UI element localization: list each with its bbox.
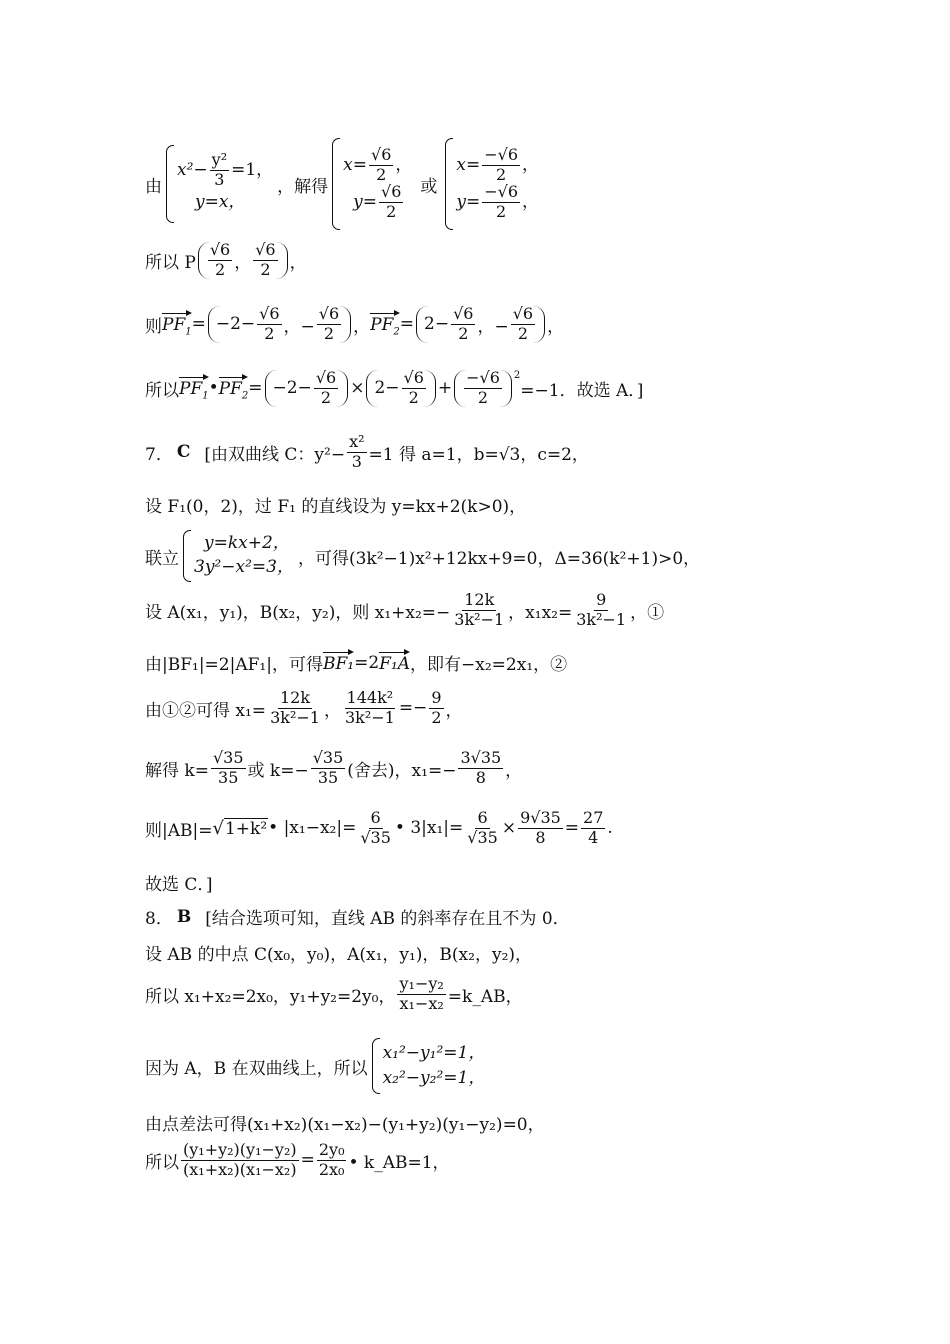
fraction: $\frac{\text{y₁−y₂}}{\text{x₁−x₂}}$ (399, 974, 444, 1013)
fraction: $\frac{√6}{2}$ (453, 304, 474, 343)
fraction: $\frac{√35}{35}$ (312, 748, 344, 787)
text: ，x₁x₂= (508, 602, 573, 623)
solution-system-1 (332, 138, 412, 230)
fraction: $\frac{9}{\text{3k²−1}}$ (576, 590, 627, 629)
fraction: $\frac{√6}{2}$ (371, 145, 392, 185)
text: 所以 P (145, 252, 196, 273)
text: 2 (513, 370, 521, 381)
text: 解得 k= (145, 760, 209, 781)
text: = (248, 378, 263, 399)
text: ， (547, 316, 565, 337)
text: 因为 A，B 在双曲线上，所以 (145, 1058, 368, 1079)
answer-letter: B (176, 906, 192, 927)
text: ，解得 (277, 176, 329, 197)
text: =1 得 a=1，b=√3，c=2， (368, 444, 589, 465)
text: 设 F₁(0，2)，过 F₁ 的直线设为 y=kx+2(k>0)， (145, 497, 527, 517)
text: ， (289, 252, 307, 273)
equation-system (166, 145, 273, 223)
text: 则|AB|= (145, 820, 213, 841)
text: ， (353, 316, 371, 337)
brace (166, 145, 174, 223)
vector-pf1: $PF_1$ (162, 312, 192, 337)
vector-pf2: $PF_2$ (219, 376, 249, 401)
text: [结合选项可知，直线 AB 的斜率存在且不为 0． (205, 909, 570, 929)
equation-system: x₁²−y₁²=1， x₂²−y₂²=1， (372, 1038, 486, 1094)
paren-group: 2− $\frac{√6}{2}$ ，− $\frac{√6}{2}$ (416, 306, 545, 343)
eq-part: =1， (231, 159, 274, 180)
vector-bf1: BF₁ (323, 651, 354, 674)
text: =2 (354, 652, 380, 673)
paren-group: −2− $\frac{√6}{2}$ (265, 370, 349, 407)
vector-pf2: $PF_2$ (370, 312, 400, 337)
fraction: $\frac{\text{x²}}{3}$ (349, 432, 365, 471)
text: • (208, 378, 219, 399)
text: 联立 (145, 548, 179, 569)
text: 设 A(x₁，y₁)，B(x₂，y₂)，则 x₁+x₂=− (145, 602, 451, 623)
line-q7-vieta (145, 592, 664, 629)
text: ，① (630, 602, 665, 623)
fraction: $\frac{12k}{\text{3k²−1}}$ (270, 688, 320, 727)
fraction: $\frac{√6}{2}$ (512, 304, 534, 343)
text: 由点差法可得(x₁+x₂)(x₁−x₂)−(y₁+y₂)(y₁−y₂)=0， (145, 1115, 545, 1135)
line-q7-system (145, 530, 700, 582)
brace (183, 530, 191, 582)
fraction: $\frac{\text{2y₀}}{\text{2x₀}}$ (318, 1140, 345, 1179)
text: 故选 C．] (145, 875, 213, 895)
fraction: $\frac{√6}{2}$ (381, 182, 402, 221)
paren-group (198, 242, 288, 279)
fraction: $\frac{√6}{2}$ (315, 368, 337, 407)
fraction: $\frac{6}{√35}$ (360, 808, 391, 847)
text: × (501, 818, 517, 839)
fraction: $\frac{\text{144k²}}{\text{3k²−1}}$ (344, 688, 395, 727)
vector-f1a: F₁A (379, 651, 410, 674)
text: + (437, 378, 453, 399)
line-q8-difference (145, 1110, 545, 1135)
text: 所以 (145, 1152, 179, 1173)
line-system-solve (145, 138, 543, 230)
text: ， (445, 700, 463, 721)
brace (332, 138, 340, 230)
text: 则 (145, 316, 162, 337)
text: • 3|x₁|= (394, 818, 464, 839)
text: . (607, 818, 613, 839)
line-q8-midpoint (145, 940, 532, 965)
text: = (399, 314, 415, 335)
fraction: $\frac{√6}{2}$ (209, 240, 231, 279)
line-q7-combine (145, 690, 463, 727)
text: ， (323, 700, 341, 721)
fraction: $\frac{\text{y²}}{3}$ (211, 150, 228, 189)
text: = (191, 314, 206, 335)
brace (445, 138, 453, 230)
fraction: $\frac{√35}{35}$ (212, 748, 244, 787)
line-dot-product (145, 370, 643, 407)
text: ，即有−x₂=2x₁，② (410, 655, 568, 675)
text: 由|BF₁|=2|AF₁|，可得 (145, 655, 323, 675)
eq-part: ， (522, 191, 540, 212)
line-q7-length (145, 810, 613, 847)
text: [由双曲线 C：y²− (204, 444, 346, 465)
fraction: $\frac{√6}{2}$ (318, 304, 340, 343)
text: =− (398, 698, 428, 719)
paren-group (454, 370, 512, 407)
eq-part: y= (456, 191, 481, 212)
fraction: $\frac{3√35}{8}$ (460, 748, 502, 787)
eq-part: ， (522, 155, 540, 176)
line-q8-header (145, 904, 570, 929)
eq-part: ， (395, 155, 413, 176)
line-q7-line (145, 492, 526, 517)
line-vectors (145, 306, 564, 343)
text: = (300, 1150, 315, 1171)
line-q7-solve-k (145, 750, 522, 787)
question-number: 8． (145, 909, 173, 929)
text: =−1．故选 A．] (520, 380, 644, 401)
answer-letter: C (176, 442, 191, 463)
fraction: $\frac{\text{(y₁+y₂)(y₁−y₂)}}{\text{(x₁+x₂)(x₁−x₂)}}$ (183, 1140, 297, 1179)
paren-group: −2− $\frac{√6}{2}$ ，− $\frac{√6}{2}$ (208, 306, 351, 343)
eq-part: y=x， (195, 191, 246, 212)
radical: √ 1+k² (212, 817, 268, 839)
text: 设 AB 的中点 C(x₀，y₀)，A(x₁，y₁)，B(x₂，y₂)， (145, 945, 533, 965)
line-q7-header (145, 434, 589, 471)
fraction: $\frac{√6}{2}$ (403, 368, 424, 407)
fraction: $\frac{6}{√35}$ (467, 808, 498, 847)
paren-group: 2− $\frac{√6}{2}$ (366, 370, 435, 407)
solution-system-2 (445, 138, 539, 230)
equation-system: y=kx+2， 3y²−x²=3， (183, 530, 294, 582)
text: 由 (145, 176, 162, 197)
eq-part: y= (353, 191, 378, 212)
fraction: $\frac{√6}{2}$ (259, 304, 280, 343)
brace (372, 1038, 380, 1094)
text: =k_AB， (447, 986, 523, 1007)
eq-part: x= (343, 155, 368, 176)
fraction: $\frac{9}{2}$ (431, 688, 442, 727)
text: 或 (420, 176, 438, 197)
text: ，可得(3k²−1)x²+12kx+9=0，Δ=36(k²+1)>0， (297, 548, 701, 569)
text: • |x₁−x₂|= (268, 818, 357, 839)
text: 由①②可得 x₁= (145, 700, 267, 721)
text: = (564, 818, 580, 839)
fraction: $\frac{9√35}{8}$ (520, 808, 561, 847)
fraction: $\frac{27}{4}$ (583, 808, 604, 847)
eq-part: x²− (177, 159, 208, 180)
text: • k_AB=1， (348, 1152, 450, 1173)
fraction: $\frac{12k}{\text{3k²−1}}$ (454, 590, 505, 629)
line-q8-result (145, 1142, 450, 1179)
line-q8-system (145, 1038, 489, 1094)
vector-pf1: $PF_1$ (179, 376, 209, 401)
text: ， (505, 760, 523, 781)
text: (舍去)，x₁=− (347, 760, 457, 781)
line-q7-ratio (145, 650, 567, 675)
text: × (350, 378, 365, 399)
question-number: 7． (145, 444, 173, 465)
line-point-p (145, 242, 307, 279)
text: ， (234, 252, 252, 273)
fraction: $\frac{-√6}{2}$ (484, 182, 519, 221)
text: 所以 (145, 380, 179, 401)
line-q7-conclusion (145, 870, 213, 895)
eq-part: x= (456, 155, 481, 176)
fraction: $\frac{-√6}{2}$ (484, 145, 519, 185)
fraction: $\frac{-√6}{2}$ (466, 368, 500, 407)
text: 所以 x₁+x₂=2x₀，y₁+y₂=2y₀， (145, 986, 396, 1007)
fraction: $\frac{√6}{2}$ (255, 240, 276, 279)
line-q8-slope (145, 976, 523, 1013)
text: 或 k=− (247, 760, 309, 781)
